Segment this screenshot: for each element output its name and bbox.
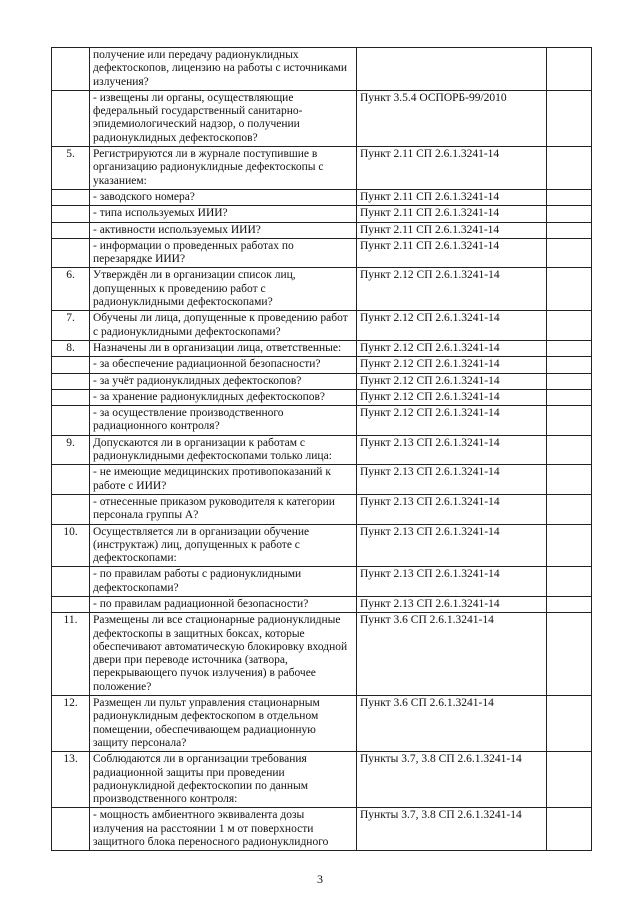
requirement-reference: Пункт 2.13 СП 2.6.1.3241-14 — [357, 435, 547, 465]
requirement-reference: Пункт 2.11 СП 2.6.1.3241-14 — [357, 206, 547, 222]
row-number — [52, 373, 90, 389]
row-number — [52, 567, 90, 597]
answer-cell — [547, 268, 592, 311]
question-text: Допускаются ли в организации к работам с радионуклидными дефектоскопами только лица: — [90, 435, 357, 465]
row-number — [52, 389, 90, 405]
table-row — [52, 494, 592, 524]
row-number — [52, 596, 90, 612]
row-number: 10. — [52, 524, 90, 567]
question-text: Соблюдаются ли в организации требования радиационной защиты при проведении радионуклидной дефектоскопии по данным производственного контроля: — [90, 752, 357, 808]
requirement-reference: Пункт 3.5.4 ОСПОРБ-99/2010 — [357, 90, 547, 146]
question-text: - за учёт радионуклидных дефектоскопов? — [90, 373, 357, 389]
table-row — [52, 268, 592, 311]
row-number: 8. — [52, 340, 90, 356]
row-number: 11. — [52, 613, 90, 696]
requirement-reference: Пункт 2.12 СП 2.6.1.3241-14 — [357, 311, 547, 341]
requirement-reference: Пункт 2.11 СП 2.6.1.3241-14 — [357, 189, 547, 205]
answer-cell — [547, 373, 592, 389]
table-row — [52, 596, 592, 612]
question-text: - информации о проведенных работах по перезарядке ИИИ? — [90, 238, 357, 268]
requirement-reference — [357, 48, 547, 91]
requirement-reference: Пункт 2.12 СП 2.6.1.3241-14 — [357, 340, 547, 356]
answer-cell — [547, 696, 592, 752]
requirement-reference: Пункт 2.13 СП 2.6.1.3241-14 — [357, 567, 547, 597]
row-number — [52, 465, 90, 495]
answer-cell — [547, 465, 592, 495]
row-number — [52, 238, 90, 268]
question-text: Размещены ли все стационарные радионуклидные дефектоскопы в защитных боксах, которые обеспечивают автоматическую блокировку входной двери при переводе источника (затвора, перекрывающего пучок излучения) в рабочее положение? — [90, 613, 357, 696]
question-text: - по правилам работы с радионуклидными дефектоскопами? — [90, 567, 357, 597]
question-text: Обучены ли лица, допущенные к проведению работ с радионуклидными дефектоскопами? — [90, 311, 357, 341]
table-row — [52, 311, 592, 341]
answer-cell — [547, 311, 592, 341]
row-number: 9. — [52, 435, 90, 465]
table-row — [52, 465, 592, 495]
row-number: 6. — [52, 268, 90, 311]
table-row — [52, 90, 592, 146]
question-text: - по правилам радиационной безопасности? — [90, 596, 357, 612]
row-number: 5. — [52, 147, 90, 190]
table-row — [52, 48, 592, 91]
table-row — [52, 373, 592, 389]
answer-cell — [547, 524, 592, 567]
row-number: 7. — [52, 311, 90, 341]
row-number — [52, 206, 90, 222]
answer-cell — [547, 808, 592, 851]
question-text: - за обеспечение радиационной безопасности? — [90, 357, 357, 373]
table-row — [52, 752, 592, 808]
question-text: - извещены ли органы, осуществляющие федеральный государственный санитарно-эпидемиологический надзор, о получении радионуклидных дефектоскопов? — [90, 90, 357, 146]
question-text: Осуществляется ли в организации обучение (инструктаж) лиц, допущенных к работе с дефектоскопами: — [90, 524, 357, 567]
question-text: Назначены ли в организации лица, ответственные: — [90, 340, 357, 356]
checklist-table — [51, 47, 592, 851]
table-row — [52, 189, 592, 205]
answer-cell — [547, 389, 592, 405]
question-text: - мощность амбиентного эквивалента дозы излучения на расстоянии 1 м от поверхности защитного блока переносного радионуклидного — [90, 808, 357, 851]
answer-cell — [547, 494, 592, 524]
requirement-reference: Пункт 2.13 СП 2.6.1.3241-14 — [357, 465, 547, 495]
table-row — [52, 406, 592, 436]
question-text: - заводского номера? — [90, 189, 357, 205]
requirement-reference: Пункт 3.6 СП 2.6.1.3241-14 — [357, 613, 547, 696]
table-row — [52, 147, 592, 190]
table-row — [52, 435, 592, 465]
answer-cell — [547, 48, 592, 91]
answer-cell — [547, 406, 592, 436]
requirement-reference: Пункт 3.6 СП 2.6.1.3241-14 — [357, 696, 547, 752]
answer-cell — [547, 189, 592, 205]
answer-cell — [547, 90, 592, 146]
question-text: - не имеющие медицинских противопоказаний к работе с ИИИ? — [90, 465, 357, 495]
requirement-reference: Пункт 2.12 СП 2.6.1.3241-14 — [357, 406, 547, 436]
question-text: - отнесенные приказом руководителя к категории персонала группы А? — [90, 494, 357, 524]
table-row — [52, 567, 592, 597]
answer-cell — [547, 238, 592, 268]
page-number: 3 — [317, 872, 323, 886]
requirement-reference: Пункт 2.12 СП 2.6.1.3241-14 — [357, 268, 547, 311]
requirement-reference: Пункт 2.12 СП 2.6.1.3241-14 — [357, 357, 547, 373]
answer-cell — [547, 206, 592, 222]
table-row — [52, 613, 592, 696]
table-row — [52, 696, 592, 752]
question-text: Утверждён ли в организации список лиц, допущенных к проведению работ с радионуклидными дефектоскопами? — [90, 268, 357, 311]
row-number — [52, 494, 90, 524]
requirement-reference: Пункт 2.12 СП 2.6.1.3241-14 — [357, 389, 547, 405]
row-number — [52, 48, 90, 91]
requirement-reference: Пункты 3.7, 3.8 СП 2.6.1.3241-14 — [357, 752, 547, 808]
question-text: - за осуществление производственного радиационного контроля? — [90, 406, 357, 436]
question-text: Размещен ли пульт управления стационарным радионуклидным дефектоскопом в отдельном помещении, обеспечивающем радиационную защиту персонала? — [90, 696, 357, 752]
requirement-reference: Пункт 2.11 СП 2.6.1.3241-14 — [357, 147, 547, 190]
question-text: Регистрируются ли в журнале поступившие в организацию радионуклидные дефектоскопы с указанием: — [90, 147, 357, 190]
answer-cell — [547, 357, 592, 373]
table-row — [52, 206, 592, 222]
answer-cell — [547, 567, 592, 597]
answer-cell — [547, 147, 592, 190]
row-number — [52, 189, 90, 205]
answer-cell — [547, 222, 592, 238]
question-text: - за хранение радионуклидных дефектоскопов? — [90, 389, 357, 405]
requirement-reference: Пункты 3.7, 3.8 СП 2.6.1.3241-14 — [357, 808, 547, 851]
table-row — [52, 340, 592, 356]
row-number — [52, 222, 90, 238]
table-row — [52, 524, 592, 567]
answer-cell — [547, 613, 592, 696]
requirement-reference: Пункт 2.13 СП 2.6.1.3241-14 — [357, 524, 547, 567]
requirement-reference: Пункт 2.12 СП 2.6.1.3241-14 — [357, 373, 547, 389]
requirement-reference: Пункт 2.13 СП 2.6.1.3241-14 — [357, 494, 547, 524]
answer-cell — [547, 435, 592, 465]
table-row — [52, 238, 592, 268]
row-number — [52, 90, 90, 146]
requirement-reference: Пункт 2.13 СП 2.6.1.3241-14 — [357, 596, 547, 612]
table-row — [52, 222, 592, 238]
table-row — [52, 357, 592, 373]
question-text: - типа используемых ИИИ? — [90, 206, 357, 222]
requirement-reference: Пункт 2.11 СП 2.6.1.3241-14 — [357, 222, 547, 238]
checklist-rows — [52, 48, 592, 851]
answer-cell — [547, 340, 592, 356]
requirement-reference: Пункт 2.11 СП 2.6.1.3241-14 — [357, 238, 547, 268]
row-number — [52, 406, 90, 436]
table-row — [52, 808, 592, 851]
question-text: - активности используемых ИИИ? — [90, 222, 357, 238]
answer-cell — [547, 596, 592, 612]
table-row — [52, 389, 592, 405]
answer-cell — [547, 752, 592, 808]
row-number: 12. — [52, 696, 90, 752]
row-number: 13. — [52, 752, 90, 808]
row-number — [52, 357, 90, 373]
question-text: получение или передачу радионуклидных дефектоскопов, лицензию на работы с источниками излучения? — [90, 48, 357, 91]
row-number — [52, 808, 90, 851]
